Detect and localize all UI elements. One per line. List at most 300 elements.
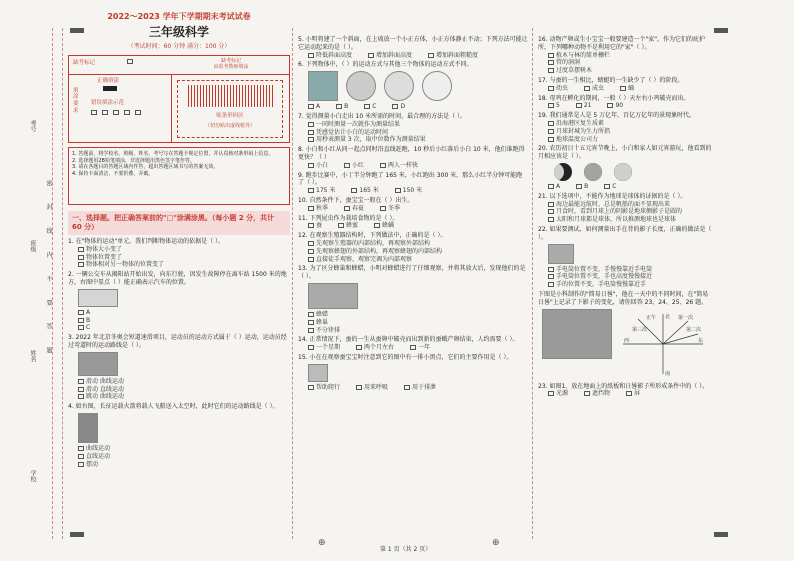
basketball-icon	[346, 71, 376, 101]
answer-option[interactable]	[364, 103, 376, 111]
question	[68, 334, 290, 401]
option-label: 凭感觉估计小白的运动时间	[316, 128, 389, 136]
answer-option[interactable]	[548, 183, 560, 191]
question-images	[538, 242, 714, 266]
option-label: 管的洞洞	[556, 59, 581, 67]
option-label: C	[86, 324, 91, 332]
answer-option[interactable]	[395, 187, 422, 195]
question	[538, 112, 714, 143]
question	[538, 145, 714, 190]
answer-option[interactable]	[538, 136, 714, 144]
question-images	[68, 411, 290, 445]
option-checkbox[interactable]	[380, 206, 386, 211]
option-checkbox[interactable]	[548, 60, 554, 65]
seal-notice: 密 封 线 内 不 要 答 题	[45, 180, 52, 362]
map-diagram	[78, 289, 118, 307]
option-checkbox[interactable]	[308, 130, 314, 135]
moon-phase-images	[538, 161, 714, 183]
rocket-image	[78, 413, 98, 443]
answer-option[interactable]	[308, 205, 328, 213]
answer-option[interactable]	[380, 205, 400, 213]
answer-option[interactable]	[68, 453, 290, 461]
answer-option[interactable]	[548, 102, 560, 110]
option-checkbox[interactable]	[404, 385, 410, 390]
option-checkbox[interactable]	[308, 122, 314, 127]
column-1	[68, 8, 290, 470]
wrong-fill-samples	[91, 110, 143, 115]
option-label: 蚕	[316, 222, 323, 230]
option-label: 增加斜面粗糙度	[436, 51, 479, 59]
question	[298, 113, 528, 144]
answer-option[interactable]	[68, 378, 290, 386]
column-3	[538, 36, 714, 400]
answer-option[interactable]	[68, 261, 290, 269]
question-stem: 21. 以下选项中，不能作为地球是球体的证据的是（ ）。	[538, 192, 687, 200]
option-label: 5	[556, 102, 560, 110]
option-checkbox[interactable]	[351, 188, 357, 193]
answer-option[interactable]	[538, 128, 714, 136]
question-stem: 3. 2022 年北京冬奥会短道速滑项目，运动员的运动方式属于（ ）运动，运动员经过弯道时的运动路线是（ ）。	[68, 334, 287, 349]
answer-option[interactable]	[576, 102, 592, 110]
option-checkbox[interactable]	[576, 184, 582, 189]
answer-option[interactable]	[344, 162, 364, 170]
question-stem: 22. 如果要测试，如何测量出手在背的影子长度，正确的做法是（ ）。	[538, 225, 712, 241]
option-label: D	[400, 103, 406, 111]
question	[298, 172, 528, 195]
option-checkbox[interactable]	[548, 209, 554, 214]
option-checkbox[interactable]	[78, 318, 84, 323]
option-label: 太阳和月球都是球体，所以推测地球也是球体	[556, 216, 677, 224]
answer-option[interactable]	[308, 103, 320, 111]
sundial-figures	[538, 307, 714, 381]
option-checkbox[interactable]	[548, 217, 554, 222]
tennis-ball-icon	[384, 71, 414, 101]
option-label: 150 米	[402, 187, 423, 195]
option-checkbox[interactable]	[548, 137, 554, 142]
option-label: 帮助爬行	[316, 383, 341, 391]
answer-option[interactable]	[344, 205, 364, 213]
option-checkbox[interactable]	[78, 247, 84, 252]
option-checkbox[interactable]	[392, 104, 398, 109]
answer-option[interactable]	[68, 445, 290, 453]
option-label: 小白	[316, 161, 329, 169]
sundial-label: 南	[665, 370, 671, 377]
question	[298, 146, 528, 169]
option-checkbox[interactable]	[368, 53, 374, 58]
question	[68, 271, 290, 332]
corner-mark	[70, 532, 84, 537]
sundial-photo	[542, 309, 612, 359]
option-checkbox[interactable]	[78, 255, 84, 260]
option-label: 滑动 曲线运动	[86, 377, 124, 385]
answer-option[interactable]	[308, 344, 340, 352]
option-label: 地球温度公司力	[556, 135, 599, 143]
answer-option[interactable]	[428, 52, 478, 60]
question-stem: 5. 小明将建了一个斜面，在上坡放一个小正方体，小正方体静止不动；下列方法可能让它运动起来的是（ ）。	[298, 36, 528, 51]
option-label: 月球封城为生力所指	[556, 127, 611, 135]
option-checkbox[interactable]	[78, 310, 84, 315]
option-checkbox[interactable]	[78, 446, 84, 451]
option-label: 蜂螨	[382, 222, 395, 230]
note-item: 2. 选择题用2B铅笔填涂，非选择题用黑色签字笔作答。	[72, 157, 195, 164]
question-stem: 17. 与蚕的一生相比，蜻蜓的一生缺少了（ ）的阶段。	[538, 76, 684, 84]
option-checkbox[interactable]	[548, 274, 554, 279]
option-label: 成虫	[592, 84, 605, 92]
school-label: 学校	[29, 470, 36, 482]
option-label: 一个星期	[316, 344, 341, 352]
option-checkbox[interactable]	[308, 249, 314, 254]
answer-option[interactable]	[68, 317, 290, 325]
option-label: C	[372, 103, 377, 111]
exam-meta: （考试时间：60 分钟 满分：100 分）	[127, 42, 231, 50]
option-checkbox[interactable]	[308, 328, 314, 333]
option-label: 一同时测量一次就作为测量结果	[316, 120, 401, 128]
option-label: B	[584, 182, 589, 190]
option-label: 手电筒位置不变，手也高度慢慢接近	[556, 273, 653, 281]
option-label: 先观察生殖器的内部结构，再观察外部结构	[316, 239, 431, 247]
question	[298, 215, 528, 231]
option-checkbox[interactable]	[308, 312, 314, 317]
option-checkbox[interactable]	[308, 241, 314, 246]
option-checkbox[interactable]	[548, 202, 554, 207]
answer-option[interactable]	[380, 162, 418, 170]
option-checkbox[interactable]	[380, 163, 386, 168]
answer-option[interactable]	[68, 309, 290, 317]
option-label: A	[86, 308, 91, 316]
answer-option[interactable]	[538, 67, 714, 75]
option-checkbox[interactable]	[410, 345, 416, 350]
option-label: 冬季	[388, 204, 401, 212]
answer-option[interactable]	[68, 461, 290, 469]
answer-option[interactable]	[607, 102, 623, 110]
option-label: 直线运动	[86, 452, 111, 460]
answer-option[interactable]	[620, 85, 634, 93]
option-label: 手电筒位置不变，手慢慢靠近手电筒	[556, 265, 653, 273]
answer-option[interactable]	[338, 222, 358, 230]
answer-option[interactable]	[626, 390, 640, 398]
question-stem: 19. 我们通常是人是 5 万亿年，百亿万亿年的景现象时代。	[538, 112, 696, 120]
option-checkbox[interactable]	[78, 379, 84, 384]
option-label: 物体相对另一物体的位置变了	[86, 261, 165, 269]
option-checkbox[interactable]	[338, 223, 344, 228]
question-stem: 16. 动物产卵或生小宝宝一般要建造一个"家"，作为它们的庇护所，下列哪种动物不是利用它的"家"（ ）。	[538, 36, 705, 51]
option-checkbox[interactable]	[576, 103, 582, 108]
option-checkbox[interactable]	[336, 104, 342, 109]
sundial-label: 第二次	[686, 326, 702, 333]
question	[298, 336, 528, 352]
option-label: B	[86, 316, 91, 324]
answer-option[interactable]	[68, 324, 290, 332]
option-label: 175 米	[316, 187, 336, 195]
question-stem: 10. 自然条件下，蚕宝宝一般在（ ）出生。	[298, 196, 414, 204]
option-label: 增加斜面高度	[376, 51, 413, 59]
fill-requirement-label: 填涂要求	[73, 87, 79, 114]
answer-option[interactable]	[68, 246, 290, 254]
option-checkbox[interactable]	[364, 104, 370, 109]
book-image	[308, 71, 338, 101]
question	[68, 238, 290, 269]
column-divider	[532, 28, 533, 539]
option-label: 用于排泄	[412, 383, 437, 391]
answer-option[interactable]	[404, 384, 436, 392]
barcode-icon	[188, 85, 274, 107]
option-checkbox[interactable]	[620, 86, 626, 91]
option-label: 物体大小变了	[86, 245, 123, 253]
correct-fill-label: 正确填涂	[97, 77, 120, 84]
answer-option[interactable]	[410, 344, 430, 352]
option-checkbox[interactable]	[548, 267, 554, 272]
option-checkbox[interactable]	[308, 385, 314, 390]
option-checkbox[interactable]	[78, 325, 84, 330]
question-stem: 13. 为了区分蜂巢和蜂蜡，小明对蜂蜡进行了仔细观察，并将其放大后，发现他们的是（ ）。	[298, 265, 526, 281]
sundial-label: 第一次	[678, 314, 694, 321]
option-checkbox[interactable]	[78, 394, 84, 399]
answer-option[interactable]	[308, 162, 328, 170]
option-label: 蜂蜡	[316, 310, 329, 318]
option-label: B	[344, 103, 349, 111]
question-stem: 12. 在观察生殖器结构时，下列做法中，正确的是（ ）。	[298, 232, 447, 240]
option-checkbox[interactable]	[308, 137, 314, 142]
option-checkbox[interactable]	[308, 223, 314, 228]
question-stem: 7. 觉得测量小白走出 10 米所需的时间，最合理的方法是（ ）。	[298, 112, 466, 120]
option-checkbox[interactable]	[395, 188, 401, 193]
option-label: 21	[583, 102, 592, 110]
option-label: 165 米	[359, 187, 379, 195]
question	[538, 36, 714, 75]
silkworm-image	[308, 364, 328, 382]
column-divider	[292, 28, 293, 539]
registration-mark-icon: ⊕	[318, 538, 326, 548]
option-checkbox[interactable]	[604, 184, 610, 189]
option-checkbox[interactable]	[548, 184, 554, 189]
option-label: 蜂蜜	[346, 222, 359, 230]
registration-mark-icon: ⊕	[492, 538, 500, 548]
option-checkbox[interactable]	[548, 68, 554, 73]
page-footer: 第 1 页（共 2 页）	[380, 546, 432, 553]
question	[298, 354, 528, 392]
option-label: 90	[615, 102, 624, 110]
answer-option[interactable]	[576, 183, 588, 191]
question-stem: 2. 一辆公交车从揭阳站开始出发，向东行驶，因发生故障停在离车站 1500 米的地方，右图中显点（ ）能正确表示汽车的位置。	[68, 271, 287, 286]
answer-option[interactable]	[298, 136, 528, 144]
answer-option[interactable]	[374, 222, 394, 230]
option-label: 不分律排	[316, 326, 341, 334]
answer-option[interactable]	[336, 103, 348, 111]
answer-option[interactable]	[584, 390, 610, 398]
option-label: 沿海港区复生质素	[556, 119, 605, 127]
answer-option[interactable]	[308, 384, 340, 392]
bee-image	[308, 283, 358, 309]
answer-option[interactable]	[538, 208, 714, 216]
option-checkbox[interactable]	[78, 454, 84, 459]
option-checkbox[interactable]	[344, 206, 350, 211]
option-label: 小红	[352, 161, 365, 169]
option-label: 手的位置不变，手电筒慢慢靠近手	[556, 281, 647, 289]
option-label: 海边最能远航时，总是帆船的面不显现出来	[556, 200, 671, 208]
sundial-label: 东	[698, 337, 704, 344]
section-heading: 一、选择题。把正确答案前的"□"涂满涂黑。（每小题 2 分，共计 60 分）	[68, 211, 290, 235]
option-label: 屏	[634, 390, 641, 398]
exam-notes	[68, 147, 290, 205]
option-checkbox[interactable]	[428, 53, 434, 58]
question-stem: 14. 正常情况下，蚕的一生从蚕卵中破壳而出到新的蚕蛾产卵结束，人约需要（ ）。	[298, 336, 519, 344]
option-checkbox[interactable]	[308, 53, 314, 58]
option-checkbox[interactable]	[78, 262, 84, 267]
option-checkbox[interactable]	[78, 387, 84, 392]
option-checkbox[interactable]	[548, 129, 554, 134]
option-label: 光源	[556, 390, 569, 398]
option-checkbox[interactable]	[374, 223, 380, 228]
question	[538, 193, 714, 224]
barcode-area	[177, 80, 283, 138]
option-checkbox[interactable]	[548, 103, 554, 108]
wrong-fill-label: 错误填涂示范	[91, 99, 125, 106]
note-item: 3. 请在各题目的答题区域内作答，超出答题区域书写的答案无效。	[72, 164, 219, 171]
answer-option[interactable]	[538, 281, 714, 289]
option-label: 物体位置变了	[86, 253, 123, 261]
option-checkbox[interactable]	[626, 391, 632, 396]
answer-option[interactable]	[548, 390, 568, 398]
question-images	[298, 281, 528, 311]
sundial-label: 正午	[646, 314, 657, 321]
option-label: 两个月左右	[364, 344, 395, 352]
option-checkbox[interactable]	[308, 257, 314, 262]
answer-option[interactable]	[538, 216, 714, 224]
answer-option[interactable]	[356, 384, 388, 392]
option-checkbox[interactable]	[548, 282, 554, 287]
option-checkbox[interactable]	[308, 163, 314, 168]
question	[298, 197, 528, 213]
answer-option[interactable]	[308, 187, 335, 195]
answer-option[interactable]	[584, 85, 604, 93]
option-checkbox[interactable]	[356, 385, 362, 390]
option-checkbox[interactable]	[607, 103, 613, 108]
question	[538, 226, 714, 289]
answer-option[interactable]	[356, 344, 394, 352]
class-label: 班级	[29, 240, 36, 252]
barcode-note: （切勿贴出虚线框外）	[204, 122, 255, 129]
option-checkbox[interactable]	[308, 320, 314, 325]
option-checkbox[interactable]	[356, 345, 362, 350]
answer-option[interactable]	[298, 240, 528, 248]
missing-checkbox[interactable]	[127, 59, 133, 64]
option-checkbox[interactable]	[548, 53, 554, 58]
question	[298, 61, 528, 111]
answer-option[interactable]	[298, 121, 528, 129]
barcode-label: 贴条形码区	[216, 112, 244, 119]
option-checkbox[interactable]	[584, 86, 590, 91]
answer-option[interactable]	[298, 311, 528, 319]
question-images	[298, 69, 528, 103]
hands-shadow-image	[548, 244, 574, 264]
seal-line	[62, 28, 63, 539]
option-checkbox[interactable]	[78, 462, 84, 467]
option-checkbox[interactable]	[308, 104, 314, 109]
question-stem: 1. 在"物体的运动"单元，我们判断物体运动的依据是（ ）。	[68, 237, 225, 245]
option-checkbox[interactable]	[548, 86, 554, 91]
option-checkbox[interactable]	[308, 188, 314, 193]
option-label: 两人一样快	[388, 161, 419, 169]
option-label: 曲线运动	[86, 444, 111, 452]
option-label: 遮挡物	[592, 390, 611, 398]
exam-title: 2022～2023 学年下学期期末考试试卷	[107, 12, 251, 21]
question-stem: 4. 如右图，长征运载火箭将载人飞船送入太空时，此时它们的运动路线是（ ）。	[68, 403, 279, 411]
corner-mark	[714, 28, 728, 33]
option-label: 先观察蜂翅的外部结构，再观察蜂翅的内部结构	[316, 247, 443, 255]
column-2	[298, 36, 528, 394]
question	[68, 403, 290, 468]
option-label: 幼虫	[556, 84, 569, 92]
answer-option[interactable]	[308, 222, 322, 230]
soccer-ball-icon	[422, 71, 452, 101]
answer-option[interactable]	[548, 85, 568, 93]
answer-option[interactable]	[604, 183, 616, 191]
missing-teacher-note: 缺考标记 由监考教师填涂	[213, 57, 249, 71]
answer-option[interactable]	[298, 248, 528, 256]
question	[538, 77, 714, 93]
option-checkbox[interactable]	[584, 391, 590, 396]
answer-option[interactable]	[351, 187, 378, 195]
option-label: 用来呼吸	[364, 383, 389, 391]
question	[538, 95, 714, 111]
subject-title: 三年级科学	[148, 25, 209, 40]
question-stem: 18. 母鸡在孵化的期间，一般（ ）天左右小鸡破壳而出。	[538, 94, 690, 102]
question-stem: 8. 小白和小红从同一起点同时沿直线赶跑，10 秒后小红落后小白 10 米，他们谁跑得更快？（ ）	[298, 146, 525, 161]
sundial-diagram	[618, 309, 708, 379]
info-table	[68, 55, 290, 143]
option-checkbox[interactable]	[548, 391, 554, 396]
option-checkbox[interactable]	[344, 163, 350, 168]
answer-option[interactable]	[538, 120, 714, 128]
exam-number-label: 考号	[29, 120, 36, 132]
answer-option[interactable]	[298, 319, 528, 327]
name-label: 姓名	[29, 350, 36, 362]
option-label: C	[612, 182, 617, 190]
question-list	[68, 238, 290, 468]
option-label: 跳动 曲线运动	[86, 393, 124, 401]
question	[538, 383, 714, 399]
sundial-label: 第三次	[632, 326, 648, 333]
option-label: 降低斜面高度	[316, 51, 353, 59]
option-checkbox[interactable]	[548, 121, 554, 126]
question-stem: 9. 跑步比赛中，小丁半分钟跑了 165 米，小红跑出 300 米，那么小红半分钟可能跑了（ ）。	[298, 171, 523, 187]
question-images	[68, 287, 290, 309]
answer-option[interactable]	[68, 393, 290, 401]
answer-option[interactable]	[538, 273, 714, 281]
option-label: 摆动	[86, 460, 99, 468]
note-item: 4. 保持卡面清洁，不要折叠、弄破。	[72, 171, 154, 178]
corner-mark	[714, 532, 728, 537]
option-label: A	[316, 103, 321, 111]
answer-option[interactable]	[392, 103, 405, 111]
option-label: 蜂巢	[316, 318, 329, 326]
note-item: 1. 答题前，将学校名、班级、姓名、考号写在答题卡规定位置，并认真核对条形码上信息。	[72, 150, 274, 157]
option-checkbox[interactable]	[308, 206, 314, 211]
answer-option[interactable]	[298, 256, 528, 264]
question-stem: 23. 如图1，放在地面上的纸板和日晷影子所形成条件中的（ ）。	[538, 382, 709, 390]
answer-option[interactable]	[298, 327, 528, 335]
question-stem: 15. 小在在观察蚕宝宝时注意到它的图中有一排小黑点，它们的主要作用是（ ）。	[298, 353, 513, 361]
option-checkbox[interactable]	[308, 345, 314, 350]
question-images	[298, 362, 528, 384]
skater-image	[78, 352, 118, 376]
answer-option[interactable]	[308, 52, 352, 60]
option-label: 秋季	[316, 204, 329, 212]
option-label: 一年	[418, 344, 431, 352]
moon-phase-icon	[584, 163, 602, 181]
answer-option[interactable]	[368, 52, 412, 60]
option-label: 春夏	[352, 204, 365, 212]
